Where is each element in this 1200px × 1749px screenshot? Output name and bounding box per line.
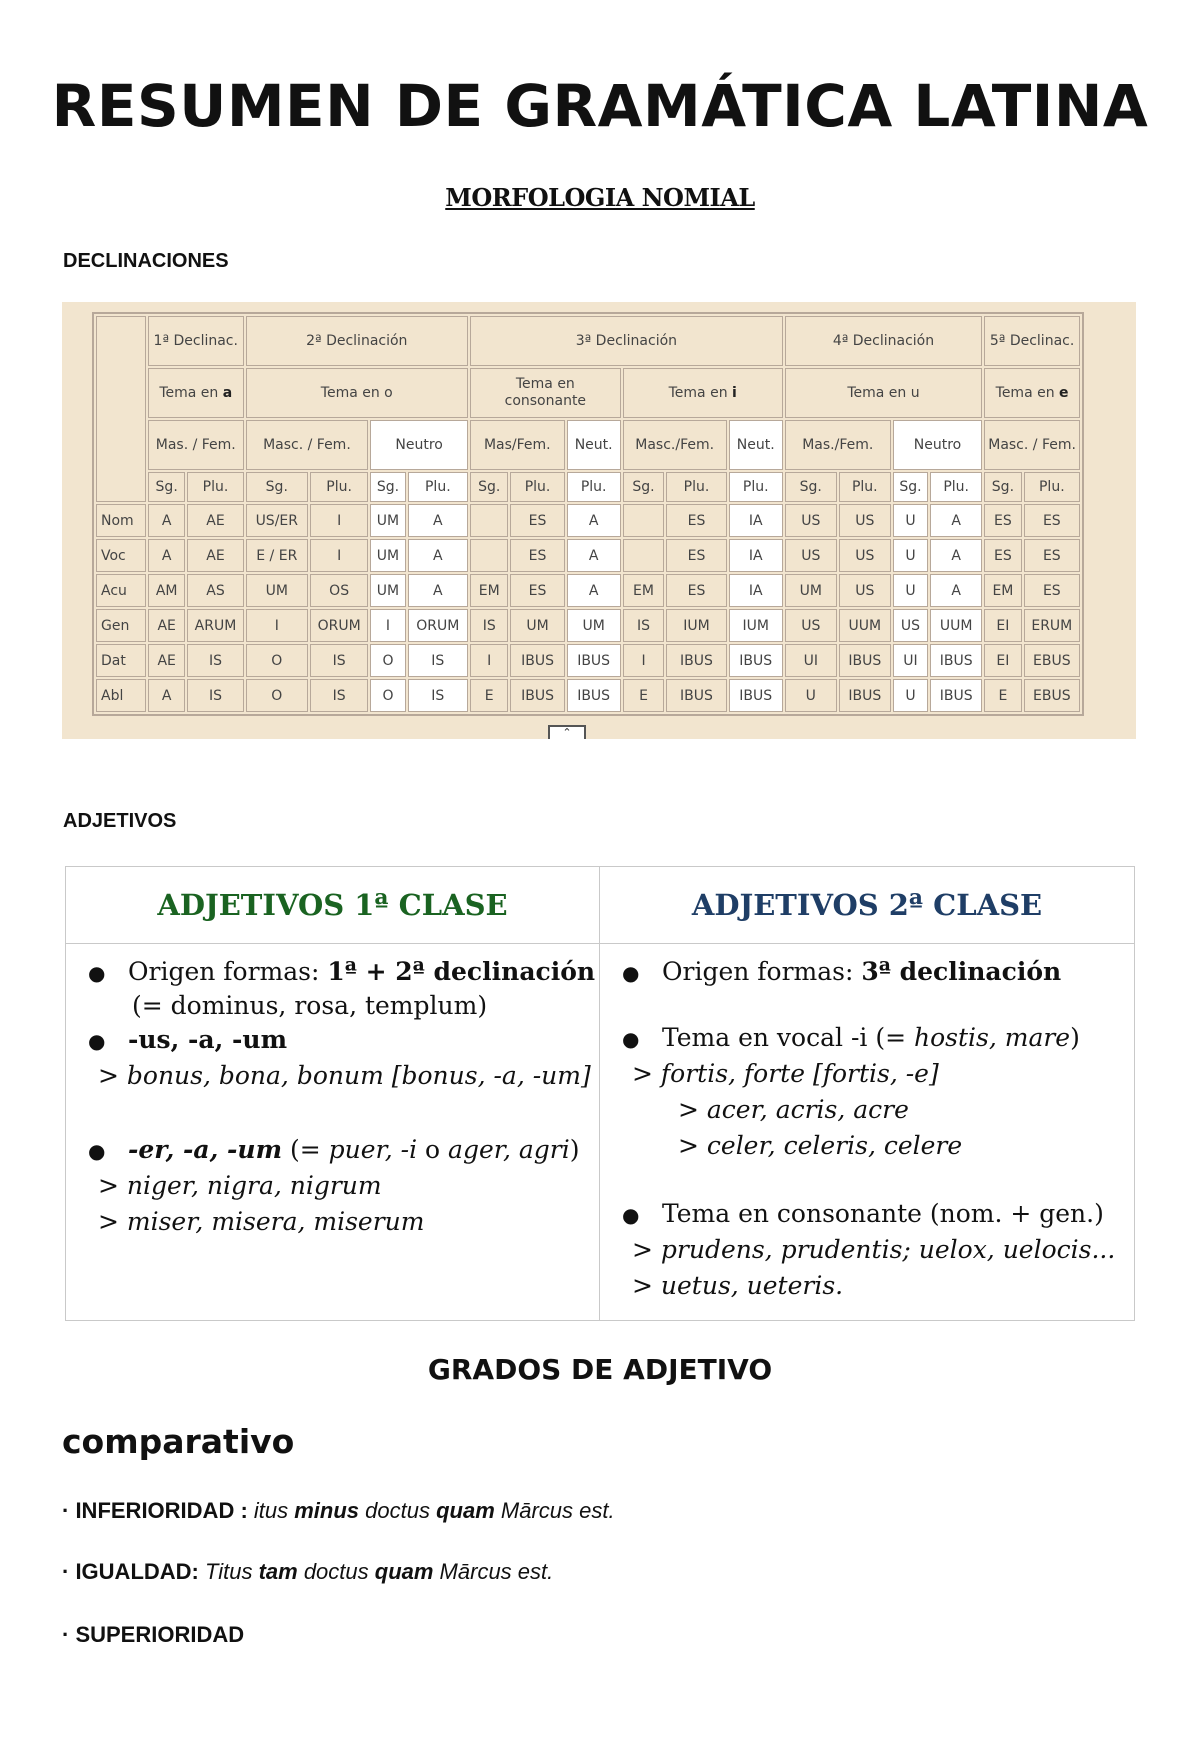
- tema-header: Tema en o: [246, 368, 468, 418]
- tema-header: Tema en e: [984, 368, 1080, 418]
- table-cell: IBUS: [567, 679, 621, 712]
- number-header: Plu.: [510, 472, 564, 502]
- table-cell: IBUS: [930, 679, 982, 712]
- table-cell: AE: [187, 504, 243, 537]
- section-subtitle: MORFOLOGIA NOMIAL: [445, 183, 755, 212]
- table-cell: I: [623, 644, 665, 677]
- table-cell: IBUS: [839, 644, 891, 677]
- table-cell: IA: [729, 504, 783, 537]
- table-cell: EM: [623, 574, 665, 607]
- example-line: > prudens, prudentis; uelox, uelocis...: [632, 1235, 1116, 1264]
- table-cell: UI: [893, 644, 928, 677]
- table-cell: UM: [510, 609, 564, 642]
- table-cell: A: [148, 679, 185, 712]
- corner-cell: [96, 316, 146, 502]
- case-label: Abl: [96, 679, 146, 712]
- table-cell: IS: [187, 679, 243, 712]
- table-cell: US: [893, 609, 928, 642]
- gender-header: Neut.: [729, 420, 783, 470]
- table-cell: IUM: [666, 609, 726, 642]
- table-cell: ES: [510, 539, 564, 572]
- grade-superioridad: · SUPERIORIDAD: [62, 1622, 245, 1647]
- declinaciones-heading: DECLINACIONES: [63, 250, 229, 272]
- tema-header: Tema en i: [623, 368, 783, 418]
- table-cell: IBUS: [729, 679, 783, 712]
- table-cell: [470, 504, 509, 537]
- table-cell: UUM: [930, 609, 982, 642]
- adjectives-table: [65, 866, 1135, 1321]
- adjectives-class2-column: [600, 944, 1134, 1320]
- example-line: > fortis, forte [fortis, -e]: [632, 1059, 939, 1088]
- table-cell: ES: [1024, 574, 1080, 607]
- adjectives-class1-column: [66, 944, 600, 1320]
- group-header: 4ª Declinación: [785, 316, 982, 366]
- bullet-icon: ●: [88, 1029, 106, 1053]
- number-header: Plu.: [839, 472, 891, 502]
- number-header: Sg.: [470, 472, 509, 502]
- number-header: Sg.: [148, 472, 185, 502]
- gender-header: Neutro: [893, 420, 982, 470]
- number-header: Sg.: [984, 472, 1021, 502]
- adjectives-class2-header: ADJETIVOS 2ª CLASE: [600, 867, 1134, 944]
- number-header: Plu.: [310, 472, 368, 502]
- table-cell: IBUS: [666, 644, 726, 677]
- table-cell: IUM: [729, 609, 783, 642]
- grade-inferioridad: · INFERIORIDAD : itus minus doctus quam Mārcus est.: [62, 1498, 615, 1523]
- bullet-icon: ●: [622, 961, 640, 985]
- adjectives-class1-header: ADJETIVOS 1ª CLASE: [66, 867, 600, 944]
- table-cell: UM: [567, 609, 621, 642]
- table-cell: ES: [666, 574, 726, 607]
- table-cell: ERUM: [1024, 609, 1080, 642]
- table-cell: A: [148, 504, 185, 537]
- table-cell: US: [785, 609, 837, 642]
- table-cell: U: [893, 504, 928, 537]
- number-header: Sg.: [370, 472, 405, 502]
- example-line: > celer, celeris, celere: [678, 1131, 963, 1160]
- table-cell: UI: [785, 644, 837, 677]
- table-row: [96, 644, 1080, 677]
- comparativo-heading: comparativo: [62, 1422, 295, 1461]
- grade-igualdad: · IGUALDAD: Titus tam doctus quam Mārcus est.: [62, 1559, 554, 1584]
- table-cell: ARUM: [187, 609, 243, 642]
- table-cell: EI: [984, 609, 1021, 642]
- table-cell: I: [310, 504, 368, 537]
- table-cell: ES: [510, 574, 564, 607]
- tema-header: Tema en u: [785, 368, 982, 418]
- table-cell: US/ER: [246, 504, 308, 537]
- table-row: [96, 609, 1080, 642]
- table-cell: OS: [310, 574, 368, 607]
- gender-header: Mas. / Fem.: [148, 420, 244, 470]
- number-header: Sg.: [623, 472, 665, 502]
- table-cell: [470, 539, 509, 572]
- table-row: [96, 679, 1080, 712]
- table-cell: IBUS: [666, 679, 726, 712]
- table-cell: UM: [370, 539, 405, 572]
- table-cell: [623, 539, 665, 572]
- table-cell: ES: [1024, 504, 1080, 537]
- table-cell: I: [246, 609, 308, 642]
- table-cell: A: [408, 574, 468, 607]
- example-line: > niger, nigra, nigrum: [98, 1171, 382, 1200]
- group-header: 3ª Declinación: [470, 316, 783, 366]
- table-cell: EM: [984, 574, 1021, 607]
- group-header: 2ª Declinación: [246, 316, 468, 366]
- table-cell: E: [470, 679, 509, 712]
- table-cell: EM: [470, 574, 509, 607]
- case-label: Gen: [96, 609, 146, 642]
- grados-heading: GRADOS DE ADJETIVO: [427, 1353, 773, 1386]
- table-cell: A: [567, 504, 621, 537]
- table-cell: IS: [310, 644, 368, 677]
- table-cell: IS: [408, 644, 468, 677]
- table-cell: EI: [984, 644, 1021, 677]
- table-cell: O: [246, 644, 308, 677]
- table-cell: A: [567, 539, 621, 572]
- bullet-icon: ●: [622, 1027, 640, 1051]
- table-cell: IBUS: [930, 644, 982, 677]
- example-line: > bonus, bona, bonum [bonus, -a, -um]: [98, 1061, 591, 1090]
- table-cell: E: [623, 679, 665, 712]
- table-cell: A: [567, 574, 621, 607]
- number-header: Sg.: [893, 472, 928, 502]
- table-cell: EBUS: [1024, 644, 1080, 677]
- table-cell: IS: [470, 609, 509, 642]
- table-cell: US: [839, 504, 891, 537]
- table-cell: UM: [246, 574, 308, 607]
- gender-header: Masc. / Fem.: [246, 420, 369, 470]
- table-cell: U: [893, 574, 928, 607]
- table-cell: AE: [148, 609, 185, 642]
- table-cell: IBUS: [510, 644, 564, 677]
- number-header: Plu.: [187, 472, 243, 502]
- table-cell: [623, 504, 665, 537]
- table-cell: US: [839, 539, 891, 572]
- case-label: Voc: [96, 539, 146, 572]
- table-cell: IA: [729, 574, 783, 607]
- table-row: [96, 539, 1080, 572]
- list-item: ● Origen formas: 1ª + 2ª declinación: [88, 954, 595, 991]
- table-cell: AE: [187, 539, 243, 572]
- group-header: 1ª Declinac.: [148, 316, 244, 366]
- table-cell: O: [370, 679, 405, 712]
- list-item: ● Tema en consonante (nom. + gen.): [622, 1196, 1104, 1233]
- table-cell: O: [370, 644, 405, 677]
- table-cell: U: [785, 679, 837, 712]
- table-cell: ES: [984, 504, 1021, 537]
- table-cell: UM: [370, 504, 405, 537]
- table-cell: IBUS: [729, 644, 783, 677]
- number-header: Plu.: [729, 472, 783, 502]
- table-row: [96, 574, 1080, 607]
- number-header: Plu.: [408, 472, 468, 502]
- table-cell: ORUM: [310, 609, 368, 642]
- number-header: Sg.: [785, 472, 837, 502]
- list-item: ● Tema en vocal -i (= hostis, mare): [622, 1020, 1080, 1057]
- table-cell: IBUS: [839, 679, 891, 712]
- table-cell: IBUS: [510, 679, 564, 712]
- tema-header: Tema en a: [148, 368, 244, 418]
- table-cell: U: [893, 679, 928, 712]
- group-header: 5ª Declinac.: [984, 316, 1080, 366]
- number-header: Sg.: [246, 472, 308, 502]
- list-item: ● -er, -a, -um (= puer, -i o ager, agri): [88, 1132, 579, 1169]
- example-line: > miser, misera, miserum: [98, 1207, 425, 1236]
- table-cell: O: [246, 679, 308, 712]
- table-cell: UM: [370, 574, 405, 607]
- gender-header: Masc./Fem.: [623, 420, 727, 470]
- table-cell: E / ER: [246, 539, 308, 572]
- table-cell: E: [984, 679, 1021, 712]
- table-cell: IS: [187, 644, 243, 677]
- table-cell: AS: [187, 574, 243, 607]
- table-cell: IS: [623, 609, 665, 642]
- number-header: Plu.: [1024, 472, 1080, 502]
- table-cell: ES: [984, 539, 1021, 572]
- page-title: RESUMEN DE GRAMÁTICA LATINA: [51, 72, 1149, 140]
- table-cell: IS: [310, 679, 368, 712]
- table-cell: A: [148, 539, 185, 572]
- declension-table-image: [62, 302, 1136, 739]
- gender-header: Neut.: [567, 420, 621, 470]
- number-header: Plu.: [567, 472, 621, 502]
- list-item-detail: (= dominus, rosa, templum): [132, 991, 488, 1020]
- table-cell: UM: [785, 574, 837, 607]
- case-label: Dat: [96, 644, 146, 677]
- table-cell: ES: [666, 504, 726, 537]
- number-header: Plu.: [930, 472, 982, 502]
- adjetivos-heading: ADJETIVOS: [63, 810, 177, 832]
- table-cell: A: [408, 504, 468, 537]
- case-label: Nom: [96, 504, 146, 537]
- table-cell: IBUS: [567, 644, 621, 677]
- table-cell: ES: [1024, 539, 1080, 572]
- example-line: > uetus, ueteris.: [632, 1271, 844, 1300]
- table-cell: US: [839, 574, 891, 607]
- table-cell: US: [785, 504, 837, 537]
- table-cell: US: [785, 539, 837, 572]
- list-item: ● Origen formas: 3ª declinación: [622, 954, 1061, 991]
- table-cell: IS: [408, 679, 468, 712]
- table-cell: ES: [510, 504, 564, 537]
- bullet-icon: ●: [622, 1203, 640, 1227]
- bullet-icon: ●: [88, 1139, 106, 1163]
- gender-header: Mas/Fem.: [470, 420, 565, 470]
- gender-header: Masc. / Fem.: [984, 420, 1080, 470]
- table-cell: A: [930, 504, 982, 537]
- table-cell: A: [408, 539, 468, 572]
- tema-header: Tema en consonante: [470, 368, 621, 418]
- list-item: ● -us, -a, -um: [88, 1022, 287, 1059]
- table-cell: I: [470, 644, 509, 677]
- table-cell: A: [930, 539, 982, 572]
- table-row: [96, 504, 1080, 537]
- number-header: Plu.: [666, 472, 726, 502]
- case-label: Acu: [96, 574, 146, 607]
- table-cell: ORUM: [408, 609, 468, 642]
- table-cell: IA: [729, 539, 783, 572]
- scroll-up-button[interactable]: ⌃: [548, 725, 586, 739]
- table-cell: AE: [148, 644, 185, 677]
- gender-header: Mas./Fem.: [785, 420, 891, 470]
- table-cell: A: [930, 574, 982, 607]
- table-cell: ES: [666, 539, 726, 572]
- table-cell: EBUS: [1024, 679, 1080, 712]
- table-cell: AM: [148, 574, 185, 607]
- table-cell: I: [310, 539, 368, 572]
- table-cell: UUM: [839, 609, 891, 642]
- bullet-icon: ●: [88, 961, 106, 985]
- example-line: > acer, acris, acre: [678, 1095, 909, 1124]
- gender-header: Neutro: [370, 420, 468, 470]
- declension-table: [92, 312, 1084, 716]
- table-cell: I: [370, 609, 405, 642]
- table-cell: U: [893, 539, 928, 572]
